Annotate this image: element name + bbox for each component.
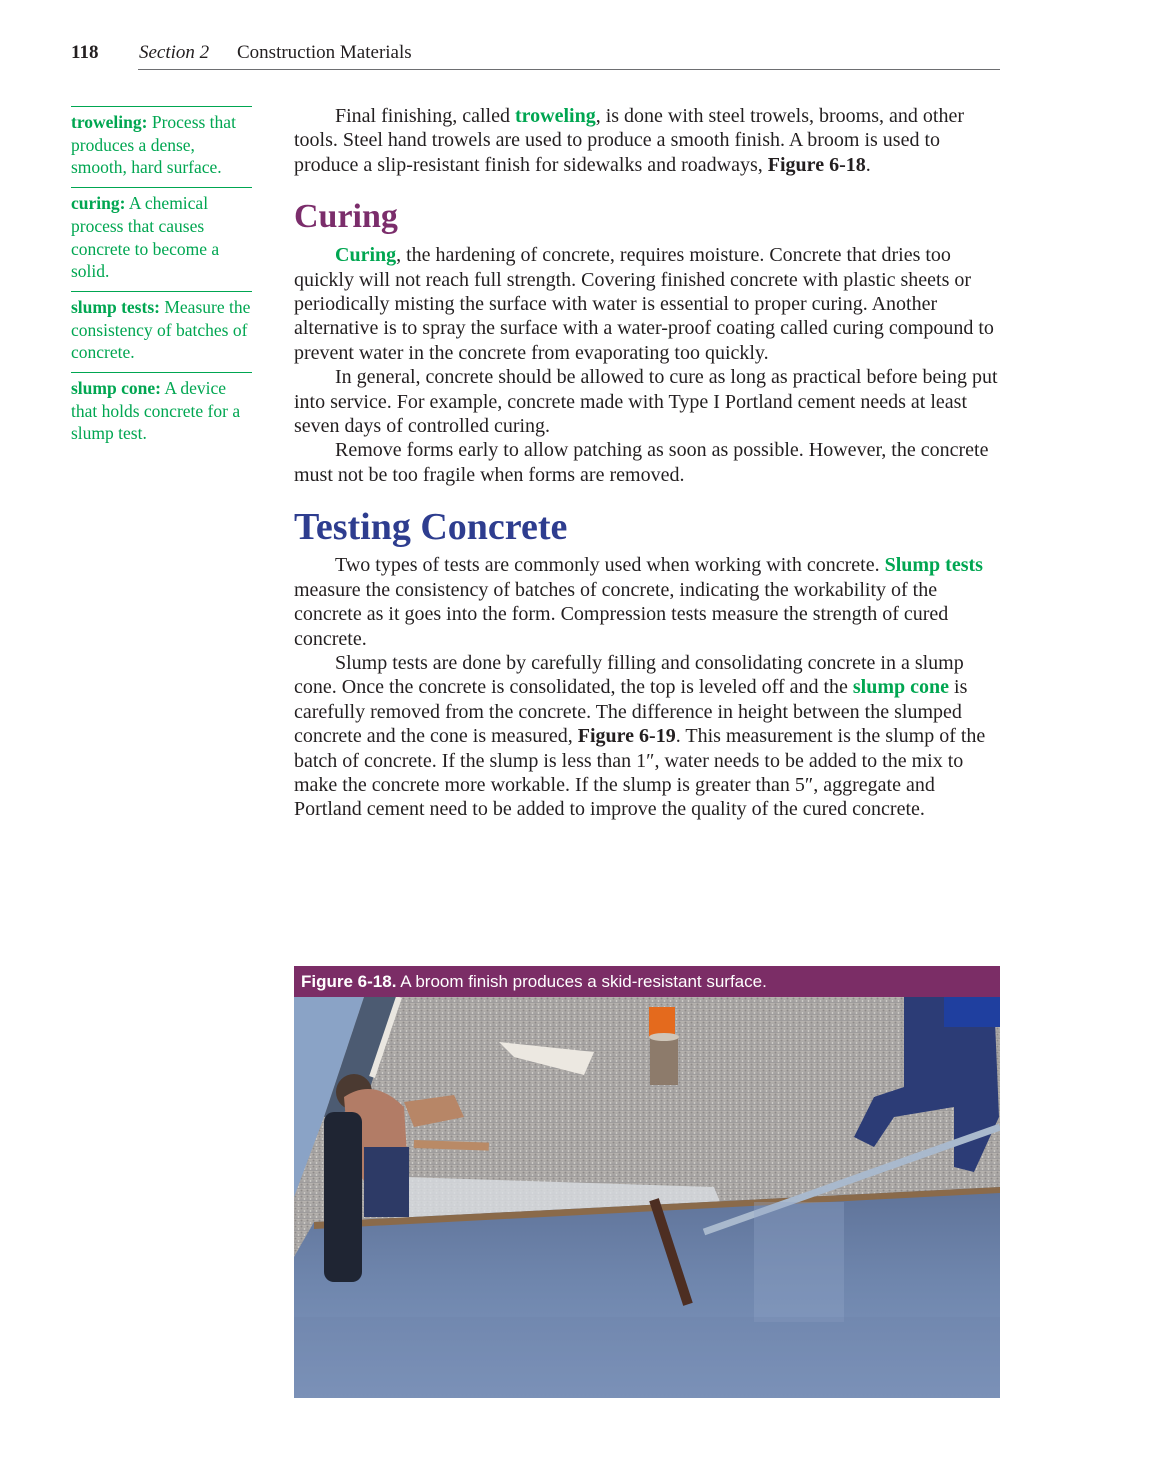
- text-run: Final finishing, called: [335, 105, 515, 127]
- glossary-definition: A device that holds concrete for a slump test.: [71, 378, 241, 444]
- glossary-definition: Measure the consistency of batches of concrete.: [71, 296, 251, 363]
- text-run: , is done with steel trowels, brooms, and other tools. Steel hand trowels are used to produce a smooth finish. A broom is used to produce a slip-resistant finish for sidewalks and roadways,: [294, 105, 964, 176]
- testing-paragraph-2: [294, 651, 1000, 822]
- header-divider: [138, 69, 1000, 70]
- keyword-curing: Curing: [335, 244, 397, 267]
- section-title: Construction Materials: [237, 42, 412, 63]
- page-number: 118: [71, 42, 99, 63]
- text-run: measure the consistency of batches of concrete, indicating the workability of the concrete as it goes into the form. Compression tests measure the strength of cured concrete.: [294, 578, 949, 650]
- text-run: , the hardening of concrete, requires moisture. Concrete that dries too quickly will not reach full strength. Covering finished concrete with plastic sheets or periodically misting the surface with water is essential to proper curing. Another alternative is to spray the surface with a water-proof coating called curing compound to prevent water in the concrete from evaporating too quickly.: [294, 244, 994, 364]
- section-label: Section 2: [139, 42, 210, 63]
- heading-curing: Curing: [294, 198, 398, 236]
- glossary-term: slump tests:: [71, 296, 160, 317]
- glossary-entry-slump-tests: [71, 291, 252, 364]
- keyword-slump-cone: slump cone: [852, 676, 950, 699]
- photo-illustration: [294, 997, 1000, 1398]
- testing-paragraph-1: [294, 553, 1000, 651]
- figure-reference: Figure 6-18: [767, 153, 866, 176]
- glossary-entry-troweling: [71, 106, 252, 179]
- glossary-term: slump cone:: [71, 378, 161, 399]
- figure-6-18: [294, 966, 1000, 1398]
- figure-label: Figure 6-18.: [301, 972, 397, 991]
- keyword-troweling: troweling: [514, 105, 596, 127]
- heading-testing-concrete: Testing Concrete: [294, 506, 568, 549]
- glossary-definition: A chemical process that causes concrete to become a solid.: [71, 193, 220, 282]
- running-header: [71, 40, 1001, 72]
- curing-paragraph-3: Remove forms early to allow patching as soon as possible. However, the concrete must not be too fragile when forms are removed.: [294, 439, 989, 486]
- curing-paragraph-1: [294, 243, 1000, 365]
- keyword-slump-tests: Slump tests: [884, 554, 983, 577]
- figure-caption-text: A broom finish produces a skid-resistant surface.: [396, 972, 767, 991]
- figure-caption: [294, 966, 1000, 997]
- glossary-entry-curing: [71, 187, 252, 283]
- curing-paragraph-2: In general, concrete should be allowed to cure as long as practical before being put into service. For example, concrete made with Type I Portland cement needs at least seven days of controlled curing.: [294, 366, 998, 438]
- glossary-term: troweling:: [71, 112, 148, 132]
- glossary-term: curing:: [71, 193, 126, 214]
- intro-paragraph: [294, 104, 1000, 177]
- main-text-column: [294, 104, 1000, 822]
- text-run: Slump tests are done by carefully filling and consolidating concrete in a slump cone. Once the concrete is consolidated, the top is leveled off and the: [294, 651, 964, 699]
- text-run: is carefully removed from the concrete. The difference in height between the slumped concrete and the cone is measured,: [294, 676, 968, 748]
- broom-finish-photo: [294, 997, 1000, 1398]
- glossary-definition: Process that produces a dense, smooth, hard surface.: [71, 112, 236, 178]
- glossary-sidebar: [71, 106, 252, 453]
- text-run: Two types of tests are commonly used when working with concrete.: [335, 554, 885, 577]
- text-run: . This measurement is the slump of the batch of concrete. If the slump is less than 1″, water needs to be added to the mix to make the concrete more workable. If the slump is greater than 5″, aggregate and Portland cement need to be added to improve the quality of the cured concrete.: [294, 725, 986, 821]
- figure-reference: Figure 6-19: [577, 725, 676, 748]
- text-run: .: [865, 153, 871, 176]
- glossary-entry-slump-cone: [71, 372, 252, 445]
